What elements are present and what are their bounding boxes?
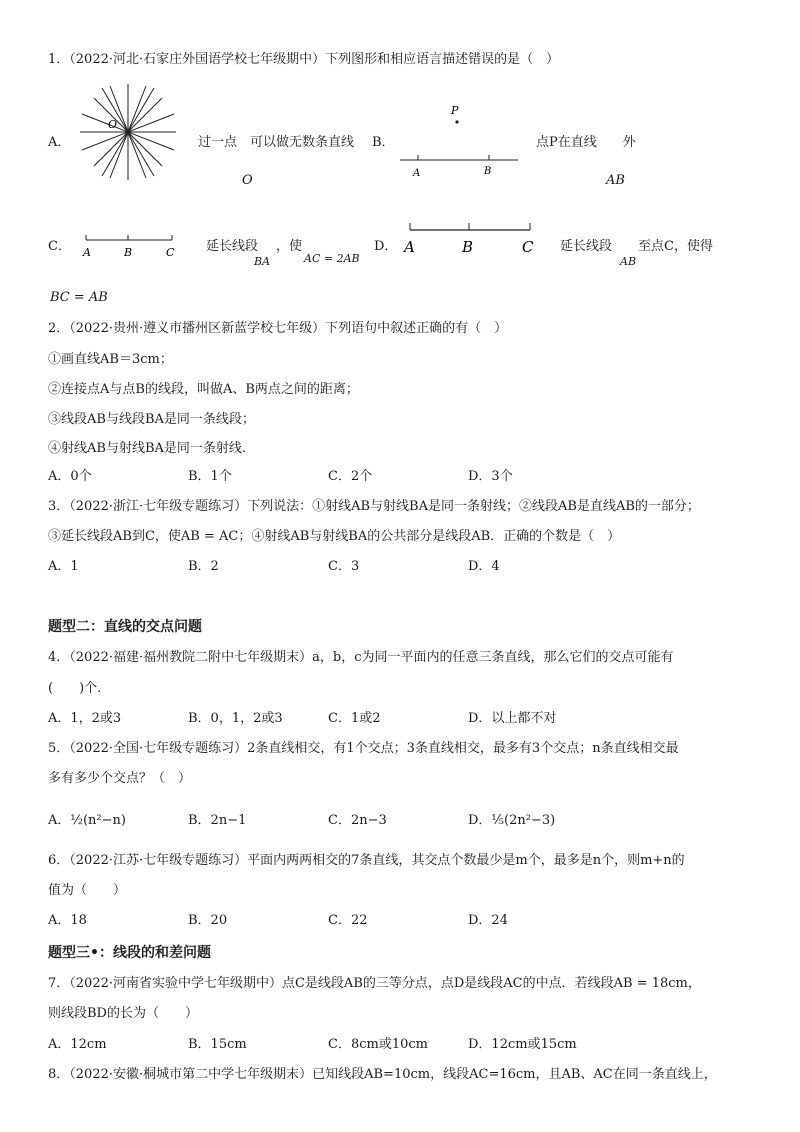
q1-figure-a-point-o: O — [108, 118, 118, 131]
q2-stem: 2．（2022·贵州·遵义市播州区新蓝学校七年级）下列语句中叙述正确的有（ ） — [48, 321, 508, 336]
q6-stem-line2: 值为（ ） — [48, 883, 127, 898]
q3-option-a[interactable]: A．1 — [48, 559, 79, 574]
q1-option-d-text: 延长线段 至点C，使得 — [560, 239, 713, 254]
q1-option-d-label: D． — [374, 239, 398, 254]
q8-stem: 8．（2022·安徽·桐城市第二中学七年级期末）已知线段AB=10cm，线段AC=16cm，且AB、AC在同一条直线上， — [48, 1067, 717, 1082]
q1-option-b-line-label: AB — [606, 173, 625, 188]
q1-figure-b-dot — [455, 120, 458, 123]
q1-stem: 1．（2022·河北·石家庄外国语学校七年级期中）下列图形和相应语言描述错误的是（ ） — [48, 52, 560, 67]
q1-figure-b — [398, 98, 522, 182]
q4-stem-line2: ( )个. — [48, 681, 102, 696]
q5-option-d[interactable]: D．⅕(2n²−3) — [468, 813, 556, 828]
q5-option-b[interactable]: B．2n−1 — [188, 813, 247, 828]
q2-item-1: ①画直线AB＝3cm； — [48, 352, 173, 367]
q2-item-3: ③线段AB与线段BA是同一条线段； — [48, 412, 255, 427]
q2-option-d[interactable]: D．3个 — [468, 469, 513, 484]
q1-option-a-label: A． — [48, 135, 71, 150]
q5-stem-line1: 5．（2022·全国·七年级专题练习）2条直线相交，有1个交点；3条直线相交，最多有3个交点；n条直线相交最 — [48, 741, 679, 756]
q1-figure-c-point-a: A — [83, 246, 91, 259]
q1-option-c-segment: BA — [254, 255, 271, 268]
q3-option-d[interactable]: D．4 — [468, 559, 500, 574]
q1-option-a-point-label: O — [242, 173, 253, 188]
q1-figure-d — [400, 218, 540, 258]
q1-figure-c-point-c: C — [166, 246, 175, 259]
q1-option-d-segment: AB — [620, 255, 637, 268]
q2-option-a[interactable]: A．0个 — [48, 469, 92, 484]
q3-option-b[interactable]: B．2 — [188, 559, 219, 574]
q1-option-c-text2: ，使 — [276, 239, 303, 254]
q7-option-b[interactable]: B．15cm — [188, 1037, 247, 1052]
q4-option-d[interactable]: D．以上都不对 — [468, 711, 557, 726]
q4-option-c[interactable]: C．1或2 — [328, 711, 381, 726]
q4-option-a[interactable]: A．1，2或3 — [48, 711, 122, 726]
q7-stem-line1: 7．（2022·河南省实验中学七年级期中）点C是线段AB的三等分点，点D是线段AC的中点．若线段AB = 18cm， — [48, 976, 701, 991]
q3-stem-line1: 3．（2022·浙江·七年级专题练习）下列说法：①射线AB与射线BA是同一条射线；②线段AB是直线AB的一部分； — [48, 499, 700, 514]
q7-option-a[interactable]: A．12cm — [48, 1037, 107, 1052]
q1-option-c-label: C． — [48, 239, 71, 254]
section-heading-intersections: 题型二：直线的交点问题 — [48, 619, 202, 635]
q1-figure-b-point-p: P — [451, 104, 459, 117]
q2-option-c[interactable]: C．2个 — [328, 469, 373, 484]
q4-option-b[interactable]: B．0，1，2或3 — [188, 711, 283, 726]
q7-option-c[interactable]: C．8cm或10cm — [328, 1037, 428, 1052]
q6-option-b[interactable]: B．20 — [188, 913, 228, 928]
q1-option-c-equation: AC = 2AB — [304, 252, 360, 265]
q1-option-b-text: 点P在直线 外 — [536, 135, 636, 150]
q7-stem-line2: 则线段BD的长为（ ） — [48, 1006, 198, 1021]
q1-figure-d-point-c: C — [522, 238, 534, 256]
q1-option-d-equation: BC = AB — [50, 290, 108, 305]
q6-option-d[interactable]: D．24 — [468, 913, 508, 928]
q1-figure-d-point-b: B — [462, 238, 474, 256]
q1-figure-b-point-a: A — [413, 168, 421, 179]
q3-option-c[interactable]: C．3 — [328, 559, 360, 574]
q1-figure-d-point-a: A — [404, 238, 415, 256]
q6-option-a[interactable]: A．18 — [48, 913, 87, 928]
q1-figure-b-point-b: B — [484, 166, 492, 177]
q1-option-c-text1: 延长线段 — [206, 239, 259, 254]
q1-figure-a-star — [78, 82, 178, 182]
q6-option-c[interactable]: C．22 — [328, 913, 368, 928]
q2-option-b[interactable]: B．1个 — [188, 469, 232, 484]
q1-figure-c — [80, 228, 180, 262]
q1-option-a-text: 过一点 可以做无数条直线 — [198, 135, 355, 150]
q3-stem-line2: ③延长线段AB到C，使AB = AC；④射线AB与射线BA的公共部分是线段AB．正确的个数是（ ） — [48, 529, 621, 544]
q7-option-d[interactable]: D．12cm或15cm — [468, 1037, 577, 1052]
q5-option-c[interactable]: C．2n−3 — [328, 813, 387, 828]
q4-stem-line1: 4．（2022·福建·福州教院二附中七年级期末）a，b，c为同一平面内的任意三条直线，那么它们的交点可能有 — [48, 650, 674, 665]
q5-stem-line2: 多有多少个交点？（ ） — [48, 771, 192, 786]
q2-item-2: ②连接点A与点B的线段，叫做A、B两点之间的距离； — [48, 382, 359, 397]
section-heading-segment-sums: 题型三•：线段的和差问题 — [48, 945, 211, 961]
q2-item-4: ④射线AB与射线BA是同一条射线. — [48, 441, 247, 456]
q6-stem-line1: 6．（2022·江苏·七年级专题练习）平面内两两相交的7条直线，其交点个数最少是m个，最多是n个，则m+n的 — [48, 853, 685, 868]
q1-option-b-label: B． — [372, 135, 395, 150]
q5-option-a[interactable]: A．½(n²−n) — [48, 813, 126, 828]
q1-figure-c-point-b: B — [124, 246, 133, 259]
